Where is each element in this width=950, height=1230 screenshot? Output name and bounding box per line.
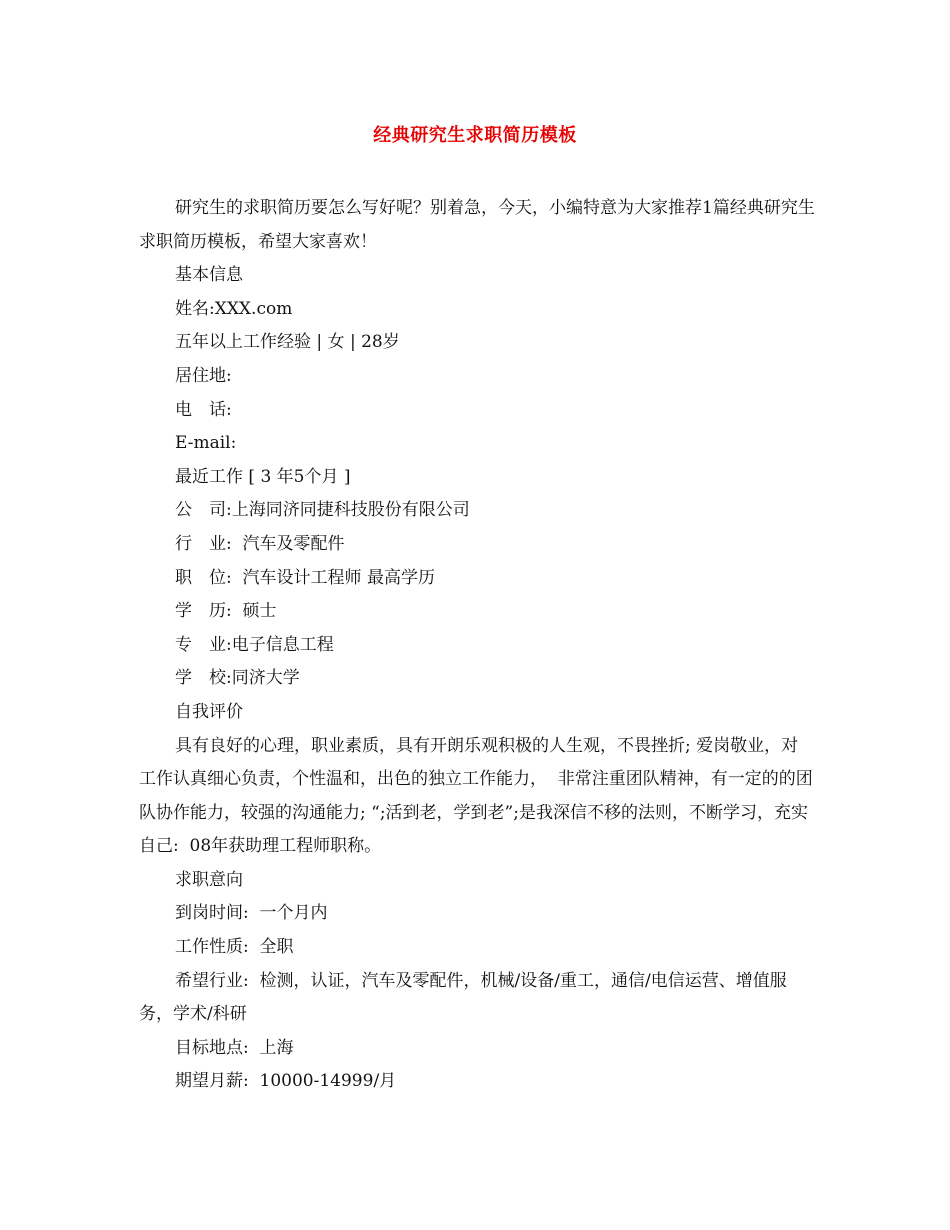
degree-line: 学 历: 硕士 bbox=[175, 601, 277, 622]
job-intent-heading: 求职意向 bbox=[175, 869, 243, 890]
experience-line: 五年以上工作经验 | 女 | 28岁 bbox=[175, 332, 400, 353]
job-nature-line: 工作性质: 全职 bbox=[175, 937, 294, 958]
arrival-time-line: 到岗时间: 一个月内 bbox=[175, 903, 328, 924]
resume-body bbox=[139, 192, 815, 1099]
self-eval-heading: 自我评价 bbox=[175, 701, 243, 722]
phone-line: 电 话: bbox=[175, 399, 232, 420]
name-line: 姓名:XXX.com bbox=[175, 298, 293, 319]
page-title: 经典研究生求职简历模板 bbox=[373, 125, 577, 146]
recent-work-line: 最近工作 [ 3 年5个月 ] bbox=[175, 466, 351, 487]
residence-line: 居住地: bbox=[175, 365, 232, 386]
target-location-line: 目标地点: 上海 bbox=[175, 1037, 294, 1058]
intro-paragraph: 研究生的求职简历要怎么写好呢？别着急，今天，小编特意为大家推荐1篇经典研究生求职简历模板，希望大家喜欢！ bbox=[139, 198, 815, 252]
self-eval-paragraph: 具有良好的心理，职业素质，具有开朗乐观积极的人生观，不畏挫折; 爱岗敬业，对工作认真细心负责，个性温和，出色的独立工作能力， 非常注重团队精神，有一定的的团队协作能力，较强的沟通能力; “;活到老，学到老”;是我深信不移的法则，不断学习，充实自己: 08年获助理工程师职称。 bbox=[139, 735, 813, 857]
industry-line: 行 业: 汽车及零配件 bbox=[175, 533, 345, 554]
email-line: E-mail: bbox=[175, 433, 237, 454]
basic-info-heading: 基本信息 bbox=[175, 265, 243, 286]
desired-industry-line: 希望行业: 检测，认证，汽车及零配件，机械/设备/重工，通信/电信运营、增值服务，学术/科研 bbox=[139, 970, 787, 1025]
major-line: 专 业:电子信息工程 bbox=[175, 634, 334, 655]
position-line: 职 位: 汽车设计工程师 最高学历 bbox=[175, 567, 435, 588]
expected-salary-line: 期望月薪: 10000-14999/月 bbox=[175, 1071, 397, 1092]
company-line: 公 司:上海同济同捷科技股份有限公司 bbox=[175, 500, 470, 521]
school-line: 学 校:同济大学 bbox=[175, 668, 300, 689]
